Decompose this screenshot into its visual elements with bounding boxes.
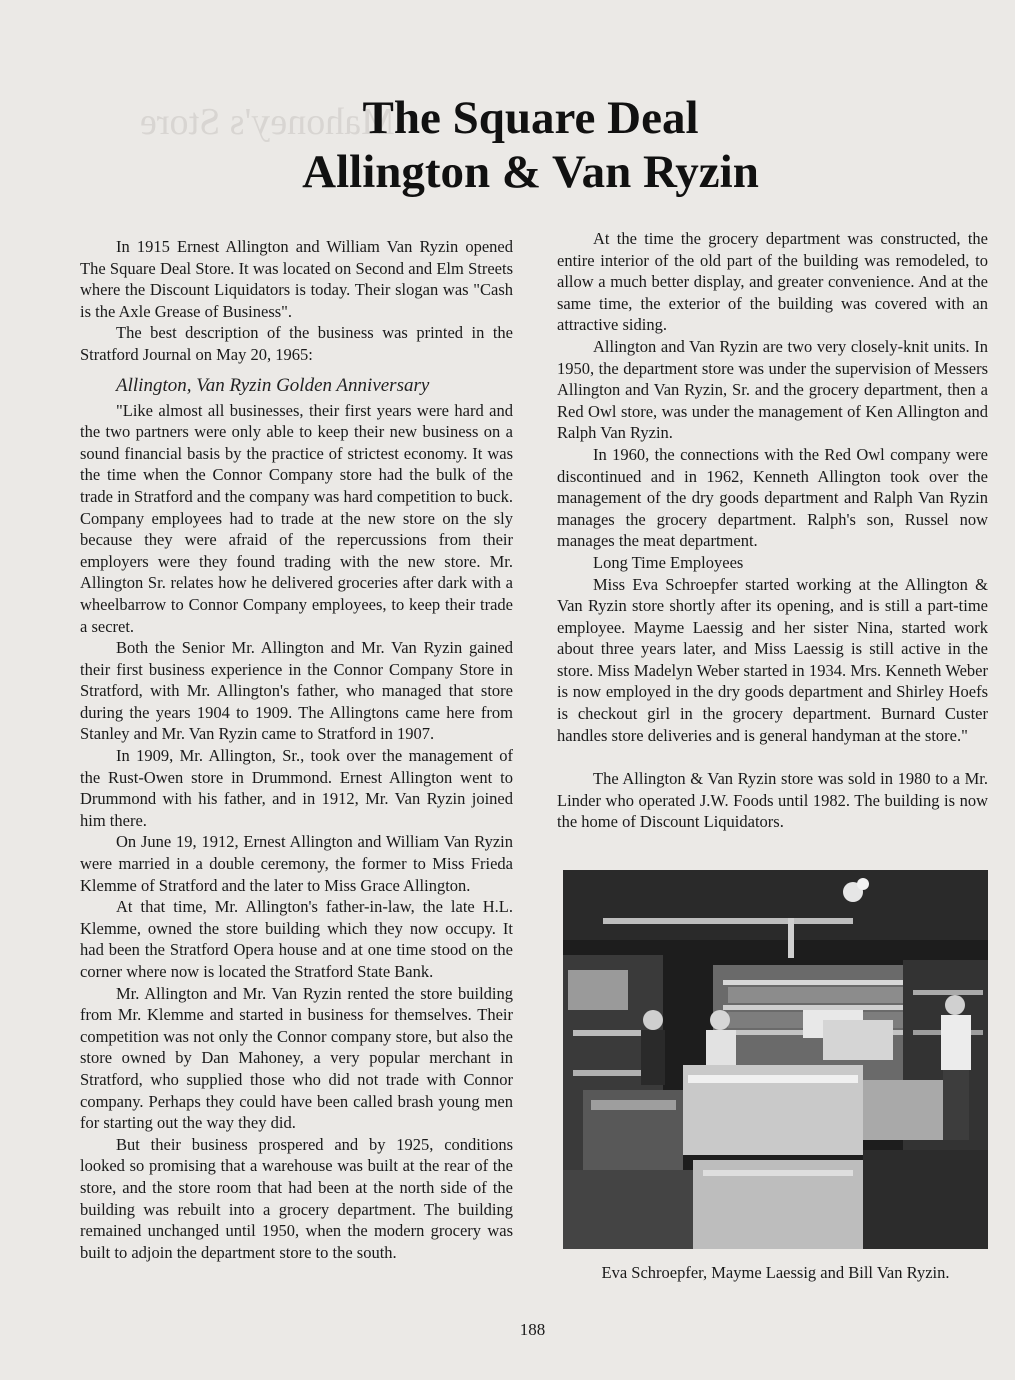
left-column <box>80 236 513 1263</box>
paragraph: The best description of the business was printed in the Stratford Journal on May 20, 1965: <box>80 323 513 364</box>
paragraph: Miss Eva Schroepfer started working at the Allington & Van Ryzin store shortly after its opening, and is still a part-time employee. Mayme Laessig and her sister Nina, started work about three years later, and Miss Laessig is still active in the store. Miss Madelyn Weber started in 1934. Mrs. Kenneth Weber is now employed in the dry goods department and Shirley Hoefs is checkout girl in the grocery department. Burnard Custer handles store deliveries and is general handyman at the store." <box>557 574 988 745</box>
section-heading: Long Time Employees <box>593 552 744 572</box>
bleed-through-text: Mahoney's Store <box>140 101 395 143</box>
paragraph: On June 19, 1912, Ernest Allington and William Van Ryzin were married in a double ceremony, the former to Miss Frieda Klemme of Stratford and the later to Miss Grace Allington. <box>80 832 513 895</box>
page-title-line-2: Allington & Van Ryzin <box>302 146 759 198</box>
paragraph: In 1915 Ernest Allington and William Van Ryzin opened The Square Deal Store. It was located on Second and Elm Streets where the Discount Liquidators is today. Their slogan was "Cash is the Axle Grease of Business". <box>80 237 513 321</box>
paragraph: But their business prospered and by 1925, conditions looked so promising that a warehouse was built at the rear of the store, and the store room that had been at the north side of the building was rebuilt into a grocery department. The building remained unchanged until 1950, when the modern grocery was built to adjoin the department store to the south. <box>80 1134 513 1262</box>
right-column <box>557 228 988 833</box>
paragraph: Allington and Van Ryzin are two very closely-knit units. In 1950, the department store was under the supervision of Messers Allington and Van Ryzin, Sr. and the grocery department, then a Red Owl store, was under the management of Ken Allington and Ralph Van Ryzin. <box>557 336 988 443</box>
store-interior-photo <box>563 870 988 1249</box>
page-number: 188 <box>519 1320 546 1339</box>
paragraph: At the time the grocery department was constructed, the entire interior of the old part of the building was remodeled, to allow a much better display, and greater convenience. And at the same time, the exterior of the building was covered with an attractive siding. <box>557 229 988 335</box>
paragraph: Mr. Allington and Mr. Van Ryzin rented the store building from Mr. Klemme and started in business for themselves. Their competition was not only the Connor company store, but also the store owned by Dan Mahoney, a very popular merchant in Stratford, who supplied those who did not trade with Connor company. Perhaps they could have been called brash young men for starting out the way they did. <box>80 983 513 1133</box>
photo-caption: Eva Schroepfer, Mayme Laessig and Bill Van Ryzin. <box>601 1263 950 1282</box>
photo-illustration <box>563 870 988 1249</box>
paragraph: At that time, Mr. Allington's father-in-law, the late H.L. Klemme, owned the store building which they now occupy. It had been the Stratford Opera house and at one time stood on the corner where now is located the Stratford State Bank. <box>80 897 513 981</box>
paragraph-spacer <box>557 746 988 768</box>
page-title-line-1: The Square Deal <box>362 92 699 144</box>
article-subheading: Allington, Van Ryzin Golden Anniversary <box>116 374 430 396</box>
paragraph: Both the Senior Mr. Allington and Mr. Van Ryzin gained their first business experience in the Connor Company Store in Stratford, with Mr. Allington's father, who managed that store during the years 1904 to 1909. The Allingtons came here from Stanley and Mr. Van Ryzin came to Stratford in 1907. <box>80 638 513 744</box>
paragraph: In 1909, Mr. Allington, Sr., took over the management of the Rust-Owen store in Drummond. Ernest Allington went to Drummond with his father, and in 1912, Mr. Van Ryzin joined him there. <box>80 746 513 830</box>
paragraph: The Allington & Van Ryzin store was sold in 1980 to a Mr. Linder who operated J.W. Foods until 1982. The building is now the home of Discount Liquidators. <box>557 769 988 832</box>
paragraph: "Like almost all businesses, their first years were hard and the two partners were only able to keep their new business on a sound financial basis by the practice of strictest economy. It was the time when the Connor Company store had the bulk of the trade in Stratford and the company was hard competition to buck. Company employees had to trade at the new store on the sly because they were afraid of the repercussions from their employers were they found trading with the new store. Mr. Allington Sr. relates how he delivered groceries after dark with a wheelbarrow to Connor Company employees, to keep their trade a secret. <box>80 400 514 636</box>
paragraph: In 1960, the connections with the Red Owl company were discontinued and in 1962, Kenneth Allington took over the management of the dry goods department and Ralph Van Ryzin manages the grocery department. Ralph's son, Russel now manages the meat department. <box>557 444 988 551</box>
